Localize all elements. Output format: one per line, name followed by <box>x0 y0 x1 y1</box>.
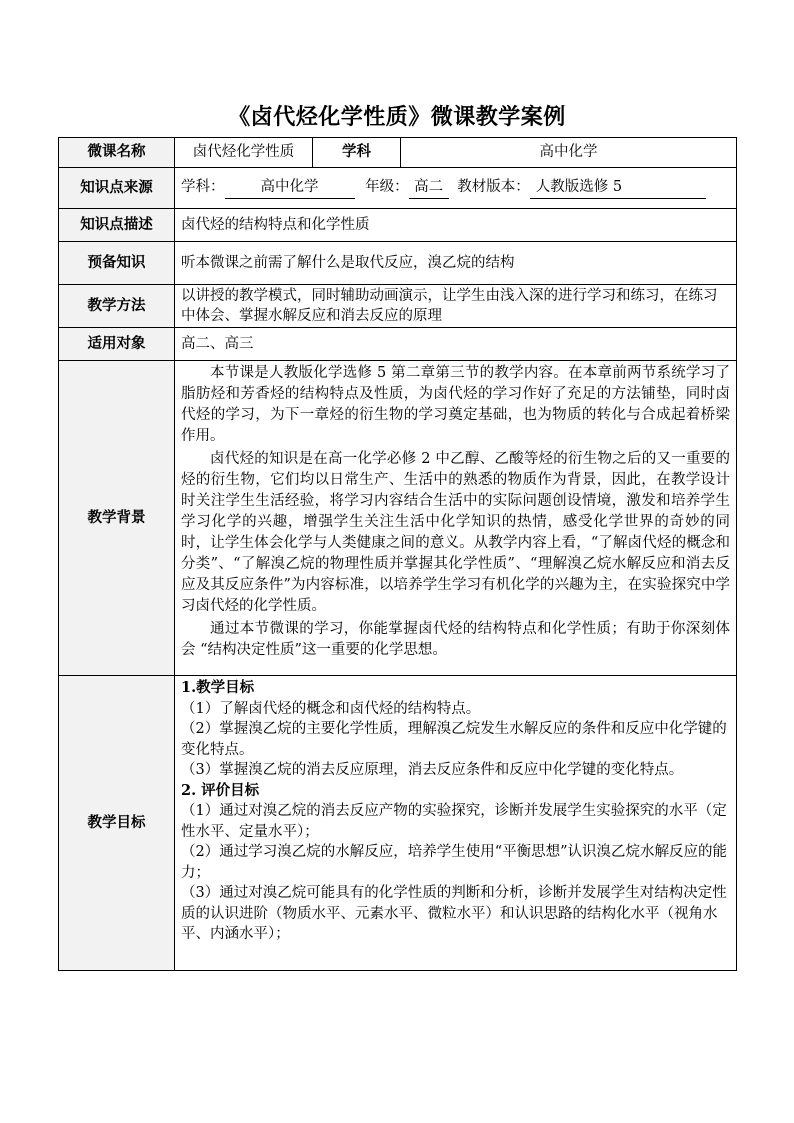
source-grade-value: 高二 <box>409 177 449 199</box>
teaching-goals-cell <box>175 676 737 971</box>
evaluation-goal-item: （2）通过学习溴乙烷的水解反应，培养学生使用“平衡思想”认识溴乙烷水解反应的能力； <box>181 844 728 881</box>
target-audience-value: 高二、高三 <box>175 328 737 361</box>
row-prerequisite <box>59 242 737 285</box>
teaching-goal-item: （3）掌握溴乙烷的消去反应原理，消去反应条件和反应中化学键的变化特点。 <box>181 762 684 778</box>
row-knowledge-source <box>59 168 737 209</box>
teaching-background-cell <box>175 361 737 676</box>
target-audience-label: 适用对象 <box>59 328 175 361</box>
evaluation-goal-item: （3）通过对溴乙烷可能具有的化学性质的判断和分析，诊断并发展学生对结构决定性质的认识进阶（物质水平、元素水平、微粒水平）和认识思路的结构化水平（视角水平、内涵水平）； <box>181 885 727 942</box>
source-subject-prefix: 学科： <box>181 179 225 195</box>
prerequisite-label: 预备知识 <box>59 242 175 285</box>
background-paragraph: 卤代烃的知识是在高一化学必修 2 中乙醇、乙酸等烃的衍生物之后的又一重要的烃的衍生物，它们均以日常生产、生活中的熟悉的物质作为背景，因此，在教学设计时关注学生生活经验，将学习内容结合生活中的实际问题创设情境，激发和培养学生学习化学的兴趣，增强学生关注生活中化学知识的热情，感受化学世界的奇妙的同时，让学生体会化学与人类健康之间的意义。从教学内容上看，“了解卤代烃的概念和分类”、“了解溴乙烷的物理性质并掌握其化学性质”、“理解溴乙烷水解反应和消去反应及其反应条件”为内容标准，以培养学生学习有机化学的兴趣为主，在实验探究中学习卤代烃的化学性质。 <box>181 451 730 614</box>
course-name-value: 卤代烃化学性质 <box>175 138 313 168</box>
teaching-goals-label: 教学目标 <box>59 676 175 971</box>
teaching-goal-item: （2）掌握溴乙烷的主要化学性质，理解溴乙烷发生水解反应的条件和反应中化学键的变化特点。 <box>181 721 727 758</box>
teaching-background-label: 教学背景 <box>59 361 175 676</box>
teaching-method-value: 以讲授的教学模式，同时辅助动画演示，让学生由浅入深的进行学习和练习，在练习中体会、掌握水解反应和消去反应的原理 <box>175 285 737 328</box>
knowledge-description-value: 卤代烃的结构特点和化学性质 <box>175 209 737 242</box>
teaching-method-label: 教学方法 <box>59 285 175 328</box>
evaluation-goal-item: （1）通过对溴乙烷的消去反应产物的实验探究，诊断并发展学生实验探究的水平（定性水平、定量水平）； <box>181 803 727 840</box>
background-paragraph: 本节课是人教版化学选修 5 第二章第三节的教学内容。在本章前两节系统学习了脂肪烃和芳香烃的结构特点及性质，为卤代烃的学习作好了充足的方法铺垫，同时卤代烃的学习，为下一章烃的衍生物的学习奠定基础，也为物质的转化与合成起着桥梁作用。 <box>181 365 730 444</box>
source-edition-value: 人教版选修 5 <box>530 177 706 199</box>
row-course-name <box>59 138 737 168</box>
source-edition-prefix: 教材版本： <box>457 179 530 195</box>
lesson-plan-table <box>58 137 737 971</box>
subject-label: 学科 <box>313 138 401 168</box>
row-teaching-background <box>59 361 737 676</box>
knowledge-source-label: 知识点来源 <box>59 168 175 209</box>
prerequisite-value: 听本微课之前需了解什么是取代反应，溴乙烷的结构 <box>175 242 737 285</box>
evaluation-goals-heading: 2. 评价目标 <box>181 781 260 799</box>
source-subject-value: 高中化学 <box>225 177 355 199</box>
teaching-goal-item: （1）了解卤代烃的概念和卤代烃的结构特点。 <box>181 700 481 717</box>
knowledge-description-label: 知识点描述 <box>59 209 175 242</box>
row-teaching-method <box>59 285 737 328</box>
row-target-audience <box>59 328 737 361</box>
source-grade-prefix: 年级： <box>365 179 409 195</box>
document-title: 《卤代烃化学性质》微课教学案例 <box>228 105 566 130</box>
knowledge-source-cell <box>175 168 737 209</box>
background-paragraph: 通过本节微课的学习，你能掌握卤代烃的结构特点和化学性质；有助于你深刻体会 “结构决定性质”这一重要的化学思想。 <box>181 621 730 658</box>
course-name-label: 微课名称 <box>59 138 175 168</box>
row-knowledge-description <box>59 209 737 242</box>
teaching-goals-heading: 1.教学目标 <box>181 679 255 696</box>
subject-value: 高中化学 <box>401 138 737 168</box>
row-teaching-goals <box>59 676 737 971</box>
